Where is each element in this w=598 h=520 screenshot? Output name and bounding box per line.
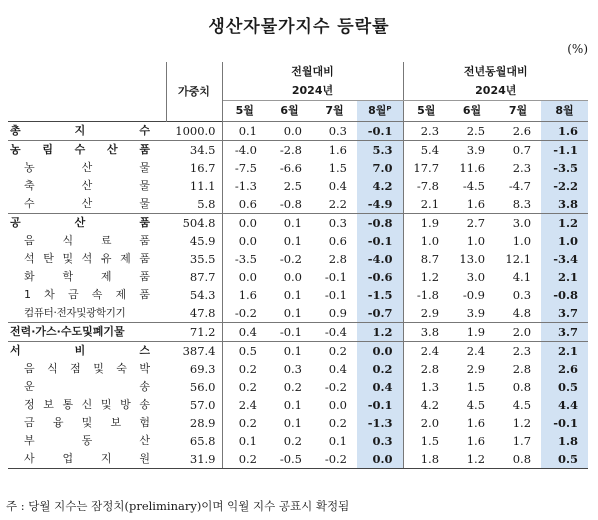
weight-cell: 11.1	[166, 177, 222, 195]
yoy-value-cell: 1.6	[541, 122, 588, 141]
yoy-value-cell: 1.5	[466, 380, 486, 394]
mom-value-cell: 0.1	[267, 342, 312, 361]
yoy-value-cell: 1.9	[403, 214, 449, 233]
yoy-value-cell: -1.1	[541, 141, 588, 160]
mom-value-cell: -1.3	[234, 179, 257, 193]
mom-value-cell: 0.2	[312, 342, 357, 361]
yoy-value-cell: 2.1	[420, 197, 440, 211]
mom-value-cell: 0.4	[222, 323, 267, 342]
mom-value-cell: 0.0	[283, 270, 302, 284]
weight-cell: 31.9	[166, 450, 222, 469]
header-group-mom: 전월대비	[222, 62, 403, 82]
table-row	[8, 360, 588, 378]
mom-value-cell: -4.0	[222, 141, 267, 160]
row-label: 부 동 산	[24, 434, 150, 447]
yoy-value-cell: 2.8	[512, 362, 532, 376]
yoy-value-cell: 3.8	[541, 195, 588, 214]
mom-value-cell: 0.0	[357, 450, 403, 469]
mom-value-cell: 0.1	[283, 234, 302, 248]
yoy-value-cell: 2.3	[495, 342, 541, 361]
weight-cell: 28.9	[166, 414, 222, 432]
yoy-value-cell: 0.3	[512, 288, 532, 302]
mom-value-cell: 0.2	[283, 434, 302, 448]
table-row	[8, 268, 588, 286]
yoy-value-cell: 3.9	[449, 141, 495, 160]
yoy-value-cell: -4.5	[462, 179, 486, 193]
row-label: 총 지 수	[8, 122, 166, 141]
row-label: 공 산 품	[8, 214, 166, 233]
mom-value-cell: 5.3	[357, 141, 403, 160]
weight-cell: 1000.0	[166, 122, 222, 141]
yoy-value-cell: 0.5	[541, 450, 588, 469]
table-row	[8, 286, 588, 304]
yoy-value-cell: 1.7	[512, 434, 532, 448]
weight-cell: 45.9	[166, 232, 222, 250]
yoy-value-cell: 3.7	[541, 323, 588, 342]
yoy-value-cell: 3.7	[541, 304, 588, 323]
yoy-value-cell: 1.0	[420, 234, 440, 248]
yoy-value-cell: 0.8	[512, 380, 532, 394]
header-month: 6월	[449, 101, 495, 122]
yoy-value-cell: 1.2	[449, 450, 495, 469]
mom-value-cell: -0.1	[267, 323, 312, 342]
row-label: 컴퓨터·전자및광학기기	[24, 307, 126, 319]
yoy-value-cell: 4.4	[541, 396, 588, 414]
mom-value-cell: 0.3	[312, 214, 357, 233]
mom-value-cell: -0.4	[312, 323, 357, 342]
yoy-value-cell: 1.0	[466, 234, 486, 248]
yoy-value-cell: 1.2	[541, 214, 588, 233]
yoy-value-cell: -0.9	[462, 288, 486, 302]
yoy-value-cell: -2.2	[541, 177, 588, 195]
mom-value-cell: 0.1	[283, 288, 302, 302]
mom-value-cell: 0.4	[328, 362, 347, 376]
yoy-value-cell: 2.6	[541, 360, 588, 378]
header-month: 6월	[267, 101, 312, 122]
mom-value-cell: 0.1	[267, 214, 312, 233]
header-month: 7월	[495, 101, 541, 122]
yoy-value-cell: -3.5	[541, 159, 588, 177]
mom-value-cell: -1.3	[357, 414, 403, 432]
mom-value-cell: -4.0	[357, 250, 403, 268]
row-label: 정 보 통 신 및 방 송	[24, 398, 150, 411]
page-title: 생산자물가지수 등락률	[208, 17, 390, 37]
table-row	[8, 232, 588, 250]
mom-value-cell: -0.1	[357, 396, 403, 414]
header-year-yoy: 2024년	[403, 82, 588, 101]
yoy-value-cell: -1.8	[416, 288, 440, 302]
yoy-value-cell: 1.0	[512, 234, 532, 248]
weight-cell: 69.3	[166, 360, 222, 378]
yoy-value-cell: 8.3	[512, 197, 532, 211]
yoy-value-cell: 2.7	[449, 214, 495, 233]
row-label: 농 림 수 산 품	[8, 141, 166, 160]
table-body	[8, 122, 588, 469]
yoy-value-cell: 4.2	[420, 398, 440, 412]
mom-value-cell: -0.8	[279, 197, 302, 211]
mom-value-cell: -0.1	[324, 288, 347, 302]
table-row	[8, 396, 588, 414]
table-row	[8, 304, 588, 323]
yoy-value-cell: 2.8	[420, 362, 440, 376]
yoy-value-cell: 1.5	[420, 434, 440, 448]
mom-value-cell: 0.4	[328, 179, 347, 193]
mom-value-cell: 0.0	[328, 398, 347, 412]
yoy-value-cell: 1.6	[466, 197, 486, 211]
mom-value-cell: 0.2	[238, 380, 257, 394]
weight-cell: 56.0	[166, 378, 222, 396]
mom-value-cell: 2.4	[238, 398, 257, 412]
mom-value-cell: -0.1	[324, 270, 347, 284]
table-row	[8, 450, 588, 469]
mom-value-cell: 0.0	[222, 214, 267, 233]
weight-cell: 87.7	[166, 268, 222, 286]
mom-value-cell: 0.1	[283, 416, 302, 430]
header-month: 5월	[403, 101, 449, 122]
mom-value-cell: -0.7	[357, 304, 403, 323]
mom-value-cell: 1.5	[328, 161, 347, 175]
mom-value-cell: -0.1	[357, 232, 403, 250]
mom-value-cell: -3.5	[234, 252, 257, 266]
mom-value-cell: 0.6	[238, 197, 257, 211]
mom-value-cell: -1.5	[357, 286, 403, 304]
yoy-value-cell: 2.0	[420, 416, 440, 430]
yoy-value-cell: 1.0	[541, 232, 588, 250]
mom-value-cell: -7.5	[234, 161, 257, 175]
table-row	[8, 342, 588, 361]
table-row	[8, 323, 588, 342]
row-label: 금 융 및 보 험	[24, 416, 150, 429]
yoy-value-cell: 2.4	[449, 342, 495, 361]
yoy-value-cell: 0.7	[495, 141, 541, 160]
yoy-value-cell: -0.8	[541, 286, 588, 304]
mom-value-cell: 0.1	[222, 122, 267, 141]
mom-value-cell: 0.9	[328, 306, 347, 320]
mom-value-cell: -0.2	[324, 380, 347, 394]
mom-value-cell: 0.3	[357, 432, 403, 450]
row-label: 사 업 지 원	[8, 450, 166, 469]
row-label: 1 차 금 속 제 품	[24, 288, 150, 301]
mom-value-cell: 2.8	[328, 252, 347, 266]
yoy-value-cell: 1.2	[420, 270, 440, 284]
row-label: 농 산 물	[24, 161, 150, 174]
yoy-value-cell: 2.0	[495, 323, 541, 342]
header-blank	[8, 62, 166, 122]
yoy-value-cell: -4.7	[508, 179, 532, 193]
mom-value-cell: 0.2	[357, 360, 403, 378]
yoy-value-cell: 1.9	[449, 323, 495, 342]
yoy-value-cell: 2.3	[512, 161, 532, 175]
yoy-value-cell: -7.8	[416, 179, 440, 193]
yoy-value-cell: 1.8	[541, 432, 588, 450]
yoy-value-cell: 8.7	[420, 252, 440, 266]
mom-value-cell: 2.5	[283, 179, 302, 193]
mom-value-cell: 0.6	[328, 234, 347, 248]
weight-cell: 5.8	[166, 195, 222, 214]
mom-value-cell: 0.4	[357, 378, 403, 396]
yoy-value-cell: 0.8	[495, 450, 541, 469]
row-label: 석 탄 및 석 유 제 품	[24, 252, 150, 265]
row-label: 전력·가스·수도및폐기물	[8, 323, 166, 342]
yoy-value-cell: 13.0	[459, 252, 486, 266]
header-month-highlight: 8월ᴾ	[357, 101, 403, 122]
mom-value-cell: -0.8	[357, 214, 403, 233]
mom-value-cell: 0.3	[312, 122, 357, 141]
mom-value-cell: 0.2	[238, 362, 257, 376]
unit-label: (%)	[567, 42, 588, 56]
yoy-value-cell: 2.6	[495, 122, 541, 141]
mom-value-cell: 2.2	[328, 197, 347, 211]
yoy-value-cell: 17.7	[413, 161, 440, 175]
mom-value-cell: 0.0	[238, 270, 257, 284]
mom-value-cell: 7.0	[357, 159, 403, 177]
yoy-value-cell: 3.8	[403, 323, 449, 342]
table-row	[8, 250, 588, 268]
row-label: 서 비 스	[8, 342, 166, 361]
yoy-value-cell: 1.6	[466, 434, 486, 448]
yoy-value-cell: 3.9	[466, 306, 486, 320]
table-row	[8, 195, 588, 214]
table-row	[8, 122, 588, 141]
mom-value-cell: 4.2	[357, 177, 403, 195]
header-month: 5월	[222, 101, 267, 122]
yoy-value-cell: 4.8	[512, 306, 532, 320]
row-label: 화 학 제 품	[24, 270, 150, 283]
row-label: 축 산 물	[24, 179, 150, 192]
weight-cell: 35.5	[166, 250, 222, 268]
footnote: 주 : 당월 지수는 잠정치(preliminary)이며 익월 지수 공표시 확정됨	[6, 499, 350, 513]
mom-value-cell: -0.2	[312, 450, 357, 469]
row-label: 음 식 료 품	[24, 234, 150, 247]
yoy-value-cell: 4.5	[466, 398, 486, 412]
yoy-value-cell: 4.5	[512, 398, 532, 412]
yoy-value-cell: 3.0	[466, 270, 486, 284]
yoy-value-cell: 2.5	[449, 122, 495, 141]
weight-cell: 387.4	[166, 342, 222, 361]
row-label: 음 식 점 및 숙 박	[24, 362, 150, 375]
yoy-value-cell: 2.3	[403, 122, 449, 141]
yoy-value-cell: 2.1	[541, 342, 588, 361]
mom-value-cell: 0.2	[283, 380, 302, 394]
mom-value-cell: 0.1	[328, 434, 347, 448]
mom-value-cell: 0.2	[222, 450, 267, 469]
yoy-value-cell: 0.5	[541, 378, 588, 396]
table-row	[8, 432, 588, 450]
mom-value-cell: 0.1	[283, 398, 302, 412]
weight-cell: 54.3	[166, 286, 222, 304]
mom-value-cell: 0.0	[357, 342, 403, 361]
yoy-value-cell: -0.1	[541, 414, 588, 432]
mom-value-cell: -0.6	[357, 268, 403, 286]
header-month-highlight: 8월	[541, 101, 588, 122]
yoy-value-cell: 1.6	[466, 416, 486, 430]
yoy-value-cell: 11.6	[459, 161, 486, 175]
mom-value-cell: 1.6	[238, 288, 257, 302]
yoy-value-cell: 2.4	[403, 342, 449, 361]
mom-value-cell: 0.2	[238, 416, 257, 430]
mom-value-cell: -0.2	[234, 306, 257, 320]
mom-value-cell: -2.8	[267, 141, 312, 160]
mom-value-cell: -0.5	[267, 450, 312, 469]
mom-value-cell: 0.5	[222, 342, 267, 361]
yoy-value-cell: 1.2	[512, 416, 532, 430]
mom-value-cell: -0.1	[357, 122, 403, 141]
weight-cell: 57.0	[166, 396, 222, 414]
yoy-value-cell: 12.1	[505, 252, 532, 266]
mom-value-cell: -0.2	[279, 252, 302, 266]
table-row	[8, 378, 588, 396]
header-year-mom: 2024년	[222, 82, 403, 101]
weight-cell: 16.7	[166, 159, 222, 177]
yoy-value-cell: 1.3	[420, 380, 440, 394]
mom-value-cell: 0.1	[238, 434, 257, 448]
table-row	[8, 214, 588, 233]
row-label: 운 송	[24, 380, 150, 393]
mom-value-cell: 0.0	[267, 122, 312, 141]
yoy-value-cell: -3.4	[541, 250, 588, 268]
row-label: 수 산 물	[24, 197, 150, 210]
mom-value-cell: 0.3	[283, 362, 302, 376]
weight-cell: 504.8	[166, 214, 222, 233]
header-group-yoy: 전년동월대비	[463, 65, 528, 78]
yoy-value-cell: 4.1	[512, 270, 532, 284]
table-row	[8, 177, 588, 195]
table-row	[8, 159, 588, 177]
yoy-value-cell: 2.9	[420, 306, 440, 320]
weight-cell: 47.8	[166, 304, 222, 323]
yoy-value-cell: 3.0	[495, 214, 541, 233]
mom-value-cell: -6.6	[279, 161, 302, 175]
table-row	[8, 141, 588, 160]
mom-value-cell: 0.0	[238, 234, 257, 248]
header-weight: 가중치	[166, 62, 222, 122]
index-table	[8, 62, 588, 469]
table-row	[8, 414, 588, 432]
weight-cell: 34.5	[166, 141, 222, 160]
yoy-value-cell: 1.8	[403, 450, 449, 469]
mom-value-cell: 1.2	[357, 323, 403, 342]
yoy-value-cell: 5.4	[403, 141, 449, 160]
weight-cell: 71.2	[166, 323, 222, 342]
mom-value-cell: 0.2	[328, 416, 347, 430]
header-month: 7월	[312, 101, 357, 122]
yoy-value-cell: 2.1	[541, 268, 588, 286]
yoy-value-cell: 2.9	[466, 362, 486, 376]
mom-value-cell: 0.1	[283, 306, 302, 320]
mom-value-cell: 1.6	[312, 141, 357, 160]
weight-cell: 65.8	[166, 432, 222, 450]
mom-value-cell: -4.9	[357, 195, 403, 214]
